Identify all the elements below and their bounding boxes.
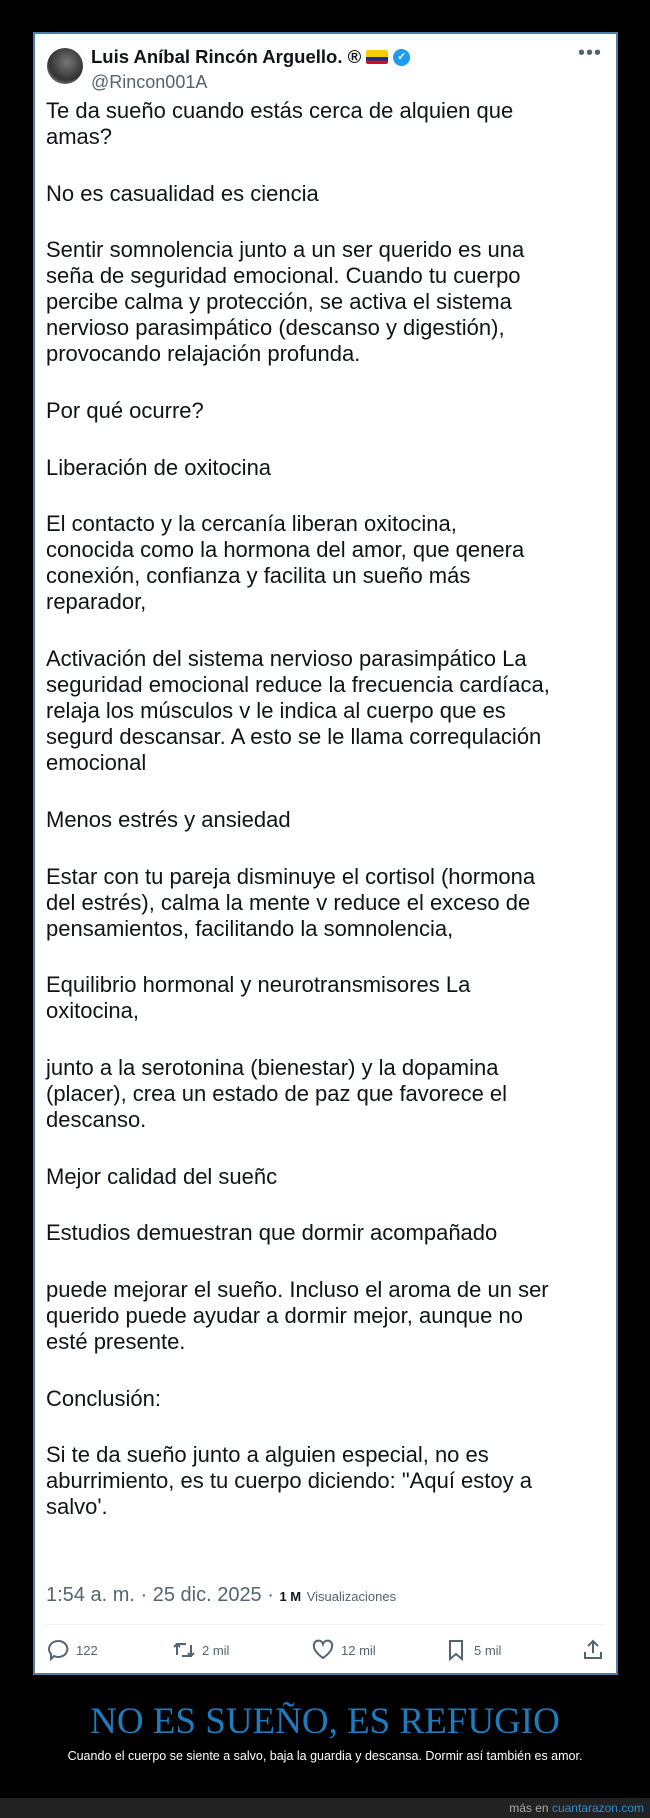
share-icon xyxy=(581,1638,605,1662)
divider xyxy=(46,1624,605,1625)
tweet-paragraph: Menos estrés y ansiedad xyxy=(46,806,291,832)
retweet-icon xyxy=(172,1638,196,1662)
tweet-paragraph: Por qué ocurre? xyxy=(46,398,204,424)
like-button[interactable] xyxy=(311,1638,376,1662)
tweet-paragraph: No es casualidad es ciencia xyxy=(46,180,319,206)
bookmark-icon xyxy=(444,1638,468,1662)
bookmark-count: 5 mil xyxy=(474,1642,502,1658)
tweet-paragraph: Equilibrio hormonal y neurotransmisores La oxitocina, xyxy=(46,972,471,1024)
tweet-paragraph: Estudios demuestran que dormir acompañado xyxy=(46,1220,498,1246)
tweet-paragraph: Liberación de oxitocina xyxy=(46,454,272,480)
heart-icon xyxy=(311,1638,335,1662)
more-options-icon[interactable]: ••• xyxy=(577,42,602,64)
tweet-paragraph: Estar con tu pareja disminuye el cortisol (hormona del estrés), calma la mente v reduce el exceso de pensamientos, facilitando la somnolencia, xyxy=(46,863,536,941)
views-label: Visualizaciones xyxy=(306,1589,397,1604)
tweet-paragraph: El contacto y la cercanía liberan oxitocina, conocida como la hormona del amor, que qenera conexión, confianza y facilita un sueño más reparador, xyxy=(46,511,525,615)
caption-title: NO ES SUEÑO, ES REFUGIO xyxy=(90,1701,560,1742)
tweet-paragraph: Si te da sueño junto a alguien especial, no es aburrimiento, es tu cuerpo diciendo: "Aquí estoy a salvo'. xyxy=(46,1442,532,1520)
reply-button[interactable] xyxy=(46,1638,98,1662)
views-count: 1 M xyxy=(279,1589,302,1604)
author-name[interactable]: Luis Aníbal Rincón Arguello. ® xyxy=(91,46,362,67)
tweet-paragraph: puede mejorar el sueño. Incluso el aroma de un ser querido puede ayudar a dormir mejor, aunque no esté presente. xyxy=(46,1276,549,1354)
caption-subtitle: Cuando el cuerpo se siente a salvo, baja la guardia y descansa. Dormir así también es amor. xyxy=(67,1749,583,1763)
share-button[interactable] xyxy=(581,1638,605,1662)
tweet-meta xyxy=(46,1584,396,1607)
action-bar xyxy=(46,1638,605,1668)
tweet-paragraph: Activación del sistema nervioso parasimpático La seguridad emocional reduce la frecuencia cardíaca, relaja los músculos v le indica al cuerpo que es segurd descansar. A esto se le llama correqulación emocional xyxy=(46,646,550,776)
tweet-paragraph: junto a la serotonina (bienestar) y la dopamina (placer), crea un estado de paz que favorece el descanso. xyxy=(46,1054,508,1132)
tweet-text xyxy=(46,98,611,1551)
tweet-paragraph: Sentir somnolencia junto a un ser querido es una seña de seguridad emocional. Cuando tu cuerpo percibe calma y protección, se activa el sistema nervioso parasimpático (descanso y digestión), provocando relajación profunda. xyxy=(46,237,525,367)
reply-icon xyxy=(46,1638,70,1662)
author-handle[interactable]: @Rincon001A xyxy=(91,72,208,92)
footer-bar xyxy=(0,1798,650,1818)
like-count: 12 mil xyxy=(341,1642,376,1658)
timestamp[interactable]: 1:54 a. m. · 25 dic. 2025 · xyxy=(46,1584,274,1606)
site-link[interactable]: cuantarazon.com xyxy=(551,1801,644,1815)
avatar[interactable] xyxy=(47,48,83,84)
tweet-paragraph: Conclusión: xyxy=(46,1385,161,1411)
retweet-button[interactable] xyxy=(172,1638,229,1662)
verified-badge-icon: ✓ xyxy=(393,49,410,66)
retweet-count: 2 mil xyxy=(202,1642,230,1658)
reply-count: 122 xyxy=(76,1642,98,1658)
tweet-card xyxy=(33,32,618,1675)
colombia-flag-icon xyxy=(366,50,388,64)
tweet-paragraph: Te da sueño cuando estás cerca de alquien que amas? xyxy=(46,98,514,149)
bookmark-button[interactable] xyxy=(444,1638,501,1662)
tweet-paragraph: Mejor calidad del sueñc xyxy=(46,1163,278,1189)
author-name-row[interactable] xyxy=(91,46,410,68)
footer-prefix: más en xyxy=(509,1801,549,1815)
